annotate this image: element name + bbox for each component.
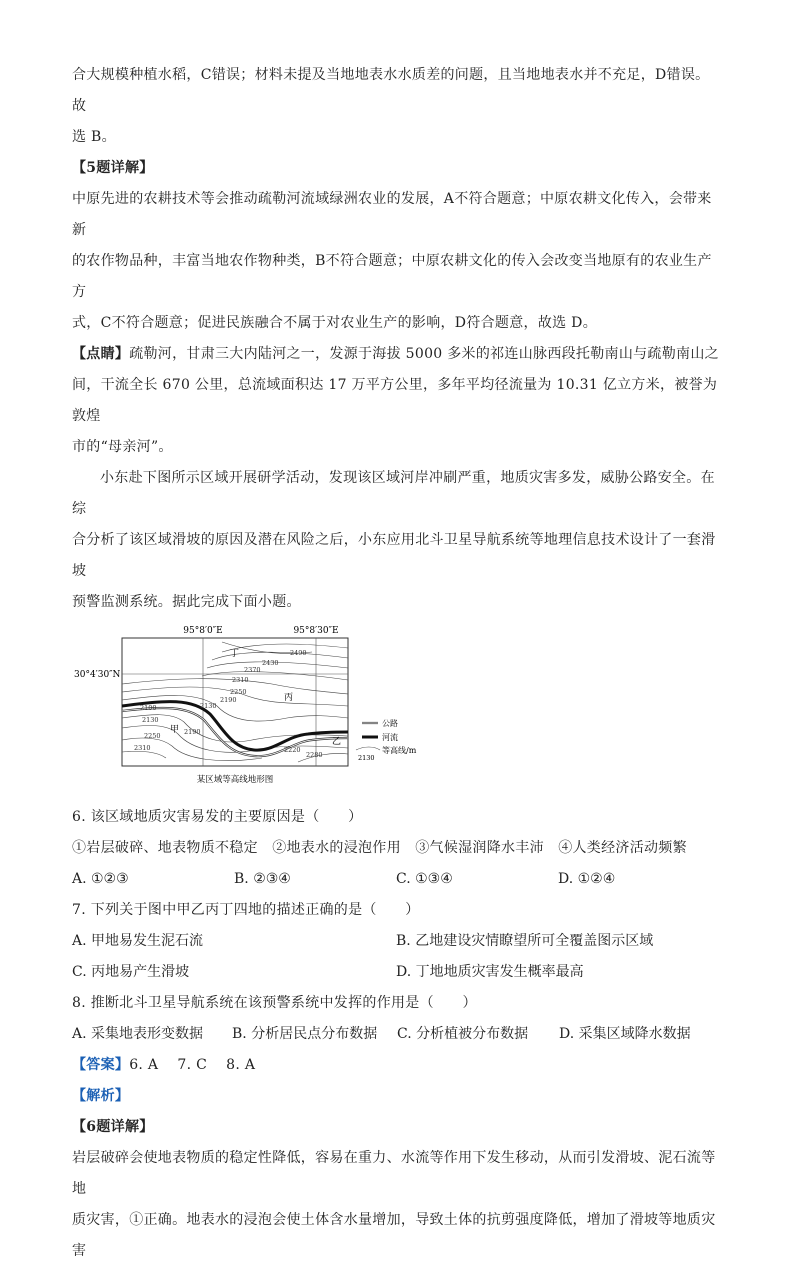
lon-label: 95°8′0″E [183,626,223,636]
text-line: 小东赴下图所示区域开展研学活动，发现该区域河岸冲刷严重，地质灾害多发，威胁公路安全。在综 [72,470,715,517]
svg-text:2430: 2430 [262,659,279,667]
svg-text:2490: 2490 [290,649,307,657]
answer-label: 【答案】 [72,1057,130,1073]
option-c[interactable]: C. ①③④ [396,871,453,887]
contour-map-figure [72,622,432,802]
question-7-options [72,926,722,957]
option-b[interactable]: B. 乙地建设灾情瞭望所可全覆盖图示区域 [396,933,654,949]
svg-text:2250: 2250 [144,732,161,740]
text-line: 中原先进的农耕技术等会推动疏勒河流域绿洲农业的发展，A不符合题意；中原农耕文化传入，会带来新 [72,191,712,238]
text-line: 间，干流全长 670 公里，总流域面积达 17 万平方公里，多年平均径流量为 10.31 亿立方米，被誉为敦煌 [72,377,718,424]
place-label-jia: 甲 [170,725,180,735]
option-d[interactable]: D. 采集区域降水数据 [559,1026,691,1042]
svg-text:2190: 2190 [220,696,237,704]
option-a[interactable]: A. 采集地表形变数据 [72,1026,204,1042]
tip-paragraph [72,339,722,370]
question-6-stem: 6. 该区域地质灾害易发的主要原因是（ ） [72,809,363,825]
text-line: 式，C不符合题意；促进民族融合不属于对农业生产的影响，D符合题意，故选 D。 [72,315,598,331]
svg-text:2220: 2220 [284,746,301,754]
legend-river: 河流 [382,733,398,742]
place-label-bing: 丙 [284,693,294,703]
map-legend [356,718,417,762]
text-line: 合分析了该区域滑坡的原因及潜在风险之后，小东应用北斗卫星导航系统等地理信息技术设计了一套滑坡 [72,532,716,579]
svg-text:2190: 2190 [184,728,201,736]
option-a[interactable]: A. 甲地易发生泥石流 [72,933,204,949]
option-b[interactable]: B. ②③④ [234,871,291,887]
section-heading-q5: 【5题详解】 [72,160,154,176]
svg-text:2370: 2370 [244,666,261,674]
contour-labels [134,649,323,759]
option-a[interactable]: A. ①②③ [72,871,129,887]
text-line: 岩层破碎会使地表物质的稳定性降低，容易在重力、水流等作用下发生移动，从而引发滑坡、泥石流等地 [72,1150,716,1197]
svg-text:2280: 2280 [306,751,323,759]
tip-label: 【点睛】 [72,346,130,362]
svg-text:2130: 2130 [200,702,217,710]
map-caption: 某区域等高线地形图 [196,775,274,785]
question-8-options [72,1019,722,1050]
document-page [72,60,722,1267]
lat-label: 30°4′30″N [74,670,121,680]
text-line: 的农作物品种，丰富当地农作物种类，B不符合题意；中原农耕文化的传入会改变当地原有的农业生产方 [72,253,712,300]
text-line: 质灾害，①正确。地表水的浸泡会使土体含水量增加，导致土体的抗剪强度降低，增加了滑坡等地质灾害 [72,1212,716,1259]
question-8-stem: 8. 推断北斗卫星导航系统在该预警系统中发挥的作用是（ ） [72,995,477,1011]
svg-text:2100: 2100 [140,704,157,712]
question-6-items: ①岩层破碎、地表物质不稳定 ②地表水的浸泡作用 ③气候湿润降水丰沛 ④人类经济活动频繁 [72,840,687,856]
question-6-options [72,864,722,895]
place-label-ding: 丁 [230,649,240,659]
analysis-label: 【解析】 [72,1088,130,1104]
place-label-yi: 乙 [332,737,342,747]
legend-contour-sample: 2130 [358,754,375,762]
legend-contour: 等高线/m [382,746,417,755]
contour-map [72,622,432,802]
lon-label: 95°8′30″E [293,626,339,636]
text-line: 选 B。 [72,129,116,145]
option-c[interactable]: C. 分析植被分布数据 [397,1026,529,1042]
text-line: 疏勒河，甘肃三大内陆河之一，发源于海拔 5000 多米的祁连山脉西段托勒南山与疏勒南山之 [129,346,719,362]
answer-line [72,1050,722,1081]
svg-text:2310: 2310 [134,744,151,752]
question-7-options [72,957,722,988]
svg-text:2130: 2130 [142,716,159,724]
question-7-stem: 7. 下列关于图中甲乙丙丁四地的描述正确的是（ ） [72,902,420,918]
section-heading-q6: 【6题详解】 [72,1119,154,1135]
legend-road: 公路 [382,719,398,728]
answer-text: 6. A 7. C 8. A [129,1057,256,1073]
svg-text:2250: 2250 [230,688,247,696]
text-line: 市的“母亲河”。 [72,439,173,455]
text-line: 预警监测系统。据此完成下面小题。 [72,594,301,610]
option-d[interactable]: D. 丁地地质灾害发生概率最高 [396,964,584,980]
svg-text:2310: 2310 [232,676,249,684]
option-c[interactable]: C. 丙地易产生滑坡 [72,964,190,980]
text-line: 合大规模种植水稻，C错误；材料未提及当地地表水水质差的问题，且当地地表水并不充足，D错误。故 [72,67,710,114]
option-b[interactable]: B. 分析居民点分布数据 [232,1026,378,1042]
option-d[interactable]: D. ①②④ [558,871,616,887]
